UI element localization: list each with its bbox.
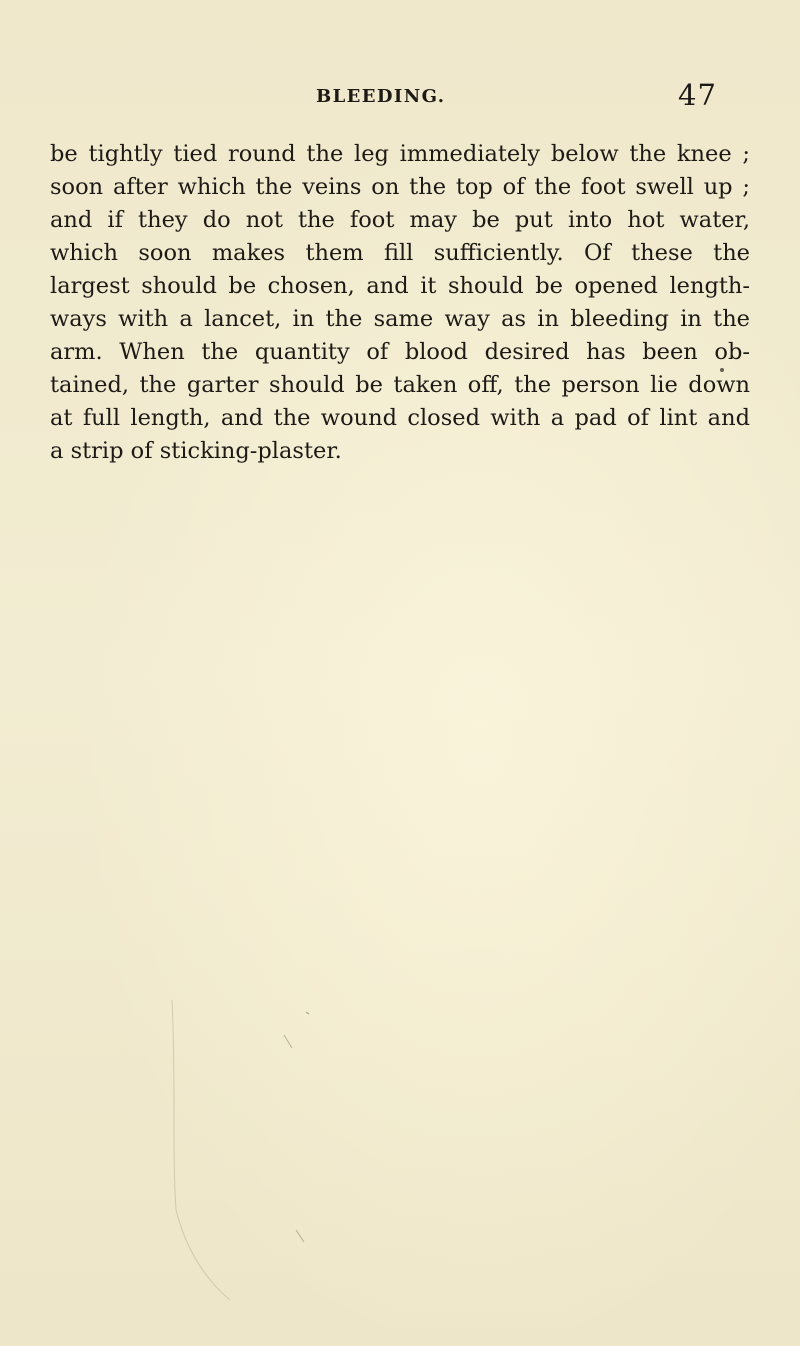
paper-speck bbox=[306, 1012, 309, 1014]
page-header bbox=[0, 80, 800, 120]
text-line: soon after which the veins on the top of the foot swell up ; bbox=[50, 174, 750, 200]
body-paragraph bbox=[50, 138, 750, 468]
text-line: at full length, and the wound closed with a pad of lint and bbox=[50, 405, 750, 431]
text-line: a strip of sticking-plaster. bbox=[50, 438, 342, 464]
paper-tick bbox=[296, 1230, 304, 1242]
text-line: tained, the garter should be taken off, the person lie down bbox=[50, 372, 750, 398]
text-line: and if they do not the foot may be put into hot water, bbox=[50, 207, 750, 233]
text-line: largest should be chosen, and it should be opened length- bbox=[50, 273, 750, 299]
page-number: 47 bbox=[678, 78, 717, 112]
text-line: which soon makes them fill sufficiently. Of these the bbox=[50, 240, 750, 266]
paper-crease bbox=[172, 1000, 230, 1300]
text-line: ways with a lancet, in the same way as in bleeding in the bbox=[50, 306, 750, 332]
running-title: BLEEDING. bbox=[316, 86, 446, 107]
text-line: be tightly tied round the leg immediately below the knee ; bbox=[50, 141, 750, 167]
text-line: arm. When the quantity of blood desired has been ob- bbox=[50, 339, 750, 365]
paper-tick bbox=[284, 1035, 292, 1048]
